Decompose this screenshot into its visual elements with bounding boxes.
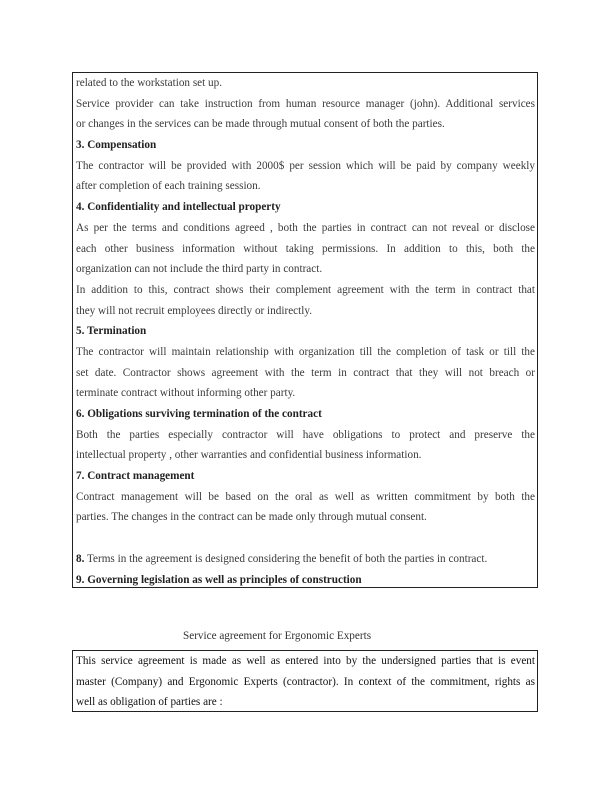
ergonomic-agreement-box [72, 650, 538, 712]
section-heading-contract-management: 7. Contract management [76, 470, 195, 483]
paragraph-line: set date. Contractor shows agreement with the term in contract that they will not breach or [76, 366, 535, 379]
paragraph-line: terminate contract without informing other party. [76, 387, 296, 400]
section-heading-obligations: 6. Obligations surviving termination of the contract [76, 408, 322, 420]
contract-terms-box [72, 72, 538, 588]
section-heading-termination: 5. Termination [76, 325, 147, 338]
paragraph-line: Both the parties especially contractor will have obligations to protect and preserve the [76, 428, 535, 441]
paragraph-line: Contract management will be based on the oral as well as written commitment by both the [76, 490, 535, 503]
paragraph-line: organization can not include the third party in contract. [76, 263, 323, 276]
paragraph-line: The contractor will be provided with 2000$ per session which will be paid by company weekly [76, 159, 535, 172]
terms-item-8 [76, 549, 535, 570]
paragraph-line: This service agreement is made as well as entered into by the undersigned parties that is event [76, 655, 535, 667]
blank-line [76, 528, 535, 549]
paragraph-line: or changes in the services can be made through mutual consent of both the parties. [76, 118, 445, 131]
paragraph-line: related to the workstation set up. [76, 77, 223, 89]
agreement-title: Service agreement for Ergonomic Experts [183, 630, 372, 642]
section-heading-compensation: 3. Compensation [76, 139, 157, 152]
paragraph-line: The contractor will maintain relationship with organization till the completion of task or till the [76, 345, 535, 358]
paragraph-line: well as obligation of parties are : [76, 696, 223, 709]
item-text: Terms in the agreement is designed considering the benefit of both the parties in contract. [84, 552, 488, 565]
section-heading-governing-legislation: 9. Governing legislation as well as principles of construction [76, 573, 362, 586]
paragraph-line: each other business information without taking permissions. In addition to this, both the [76, 242, 535, 255]
paragraph-line: master (Company) and Ergonomic Experts (contractor). In context of the commitment, rights as [76, 675, 535, 688]
paragraph-line: parties. The changes in the contract can be made only through mutual consent. [76, 511, 427, 524]
item-number: 8. [76, 552, 85, 565]
paragraph-line: they will not recruit employees directly or indirectly. [76, 304, 313, 317]
paragraph-line: Service provider can take instruction from human resource manager (john). Additional services [76, 97, 535, 110]
paragraph-line: In addition to this, contract shows their complement agreement with the term in contract that [76, 283, 535, 296]
paragraph-line: As per the terms and conditions agreed , both the parties in contract can not reveal or disclose [76, 221, 535, 234]
paragraph-line: after completion of each training session. [76, 180, 261, 193]
paragraph-line: intellectual property , other warranties and confidential business information. [76, 449, 422, 462]
section-heading-confidentiality: 4. Confidentiality and intellectual property [76, 201, 281, 214]
